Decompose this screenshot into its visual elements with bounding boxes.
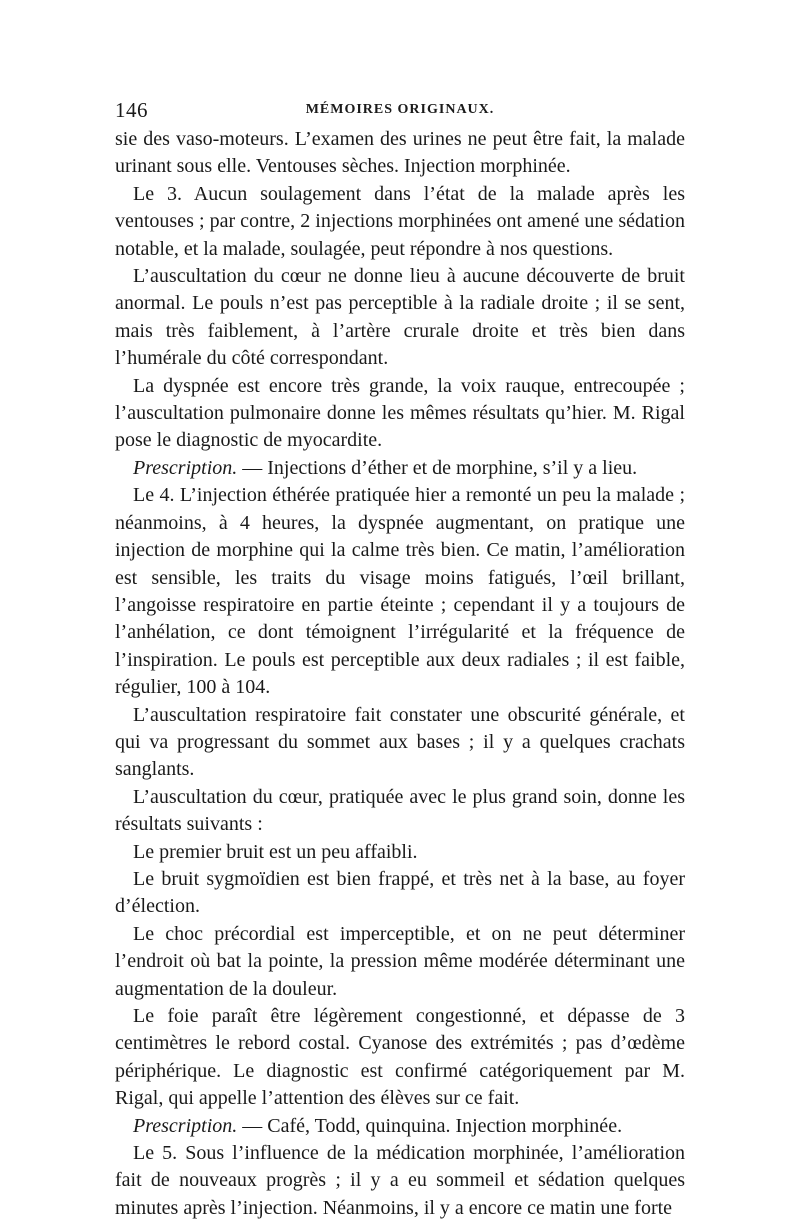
paragraph-urine-exam: sie des vaso-moteurs. L’examen des urines ne peut être fait, la malade urinant sous elle. Ventouses sèches. Injection morphinée. — [115, 128, 685, 178]
paragraph-liver: Le foie paraît être légèrement congestionné, et dépasse de 3 centimètres le rebord costal. Cyanose des extrémités ; pas d’œdème périphérique. Le diagnostic est confirmé catégoriquement par M. Rigal, qui appelle l’attention des élèves sur ce fait. — [115, 1005, 685, 1110]
paragraph-day-5: Le 5. Sous l’influence de la médication morphinée, l’amélioration fait de nouveaux progrès ; il y a eu sommeil et sédation quelques minutes après l’injection. Néanmoins, il y a encore ce matin une forte — [115, 1142, 685, 1219]
running-title: MÉMOIRES ORIGINAUX. — [305, 102, 495, 117]
page-number: 146 — [115, 98, 148, 122]
prescription-1 — [115, 455, 685, 482]
paragraph-heart-auscultation: L’auscultation du cœur ne donne lieu à aucune découverte de bruit anormal. Le pouls n’est pas perceptible à la radiale droite ; il se sent, mais très faiblement, à l’artère crurale droite et très bien dans l’humérale du côté correspondant. — [115, 265, 685, 370]
paragraph-sygmoid-sound: Le bruit sygmoïdien est bien frappé, et très net à la base, au foyer d’élection. — [115, 867, 685, 918]
paragraph-heart-results: L’auscultation du cœur, pratiquée avec le plus grand soin, donne les résultats suivants : — [115, 785, 685, 836]
paragraph-day-3: Le 3. Aucun soulagement dans l’état de la malade après les ventouses ; par contre, 2 injections morphinées ont amené une sédation notable, et la malade, soulagée, peut répondre à nos questions. — [115, 182, 685, 260]
paragraph-dyspnea-diagnosis: La dyspnée est encore très grande, la voix rauque, entrecoupée ; l’auscultation pulmonaire donne les mêmes résultats qu’hier. M. Rigal pose le diagnostic de myocardite. — [115, 374, 685, 452]
body-text — [115, 126, 685, 1222]
paragraph-day-4: Le 4. L’injection éthérée pratiquée hier a remonté un peu la malade ; néanmoins, à 4 heures, la dyspnée augmentant, on pratique une injection de morphine qui la calme très bien. Ce matin, l’amélioration est sensible, les traits du visage moins fatigués, l’œil brillant, l’angoisse respiratoire en partie éteinte ; cependant il y a toujours de l’anhélation, ce dont témoignent l’irrégularité et la fréquence de l’inspiration. Le pouls est perceptible aux deux radiales ; il est faible, régulier, 100 à 104. — [115, 484, 685, 699]
prescription-text: — Injections d’éther et de morphine, s’il y a lieu. — [237, 456, 638, 479]
paragraph-precordial-shock: Le choc précordial est imperceptible, et on ne peut déterminer l’endroit où bat la pointe, la pression même modérée déterminant une augmentation de la douleur. — [115, 922, 685, 1000]
prescription-2 — [115, 1113, 685, 1140]
paragraph-respiratory-auscultation: L’auscultation respiratoire fait constater une obscurité générale, et qui va progressant du sommet aux bases ; il y a quelques crachats sanglants. — [115, 703, 685, 781]
prescription-text: — Café, Todd, quinquina. Injection morphinée. — [237, 1114, 623, 1137]
prescription-label: Prescription. — [133, 1114, 238, 1137]
page-header — [115, 98, 685, 126]
prescription-label: Prescription. — [133, 456, 238, 479]
paragraph-first-sound: Le premier bruit est un peu affaibli. — [133, 840, 418, 863]
